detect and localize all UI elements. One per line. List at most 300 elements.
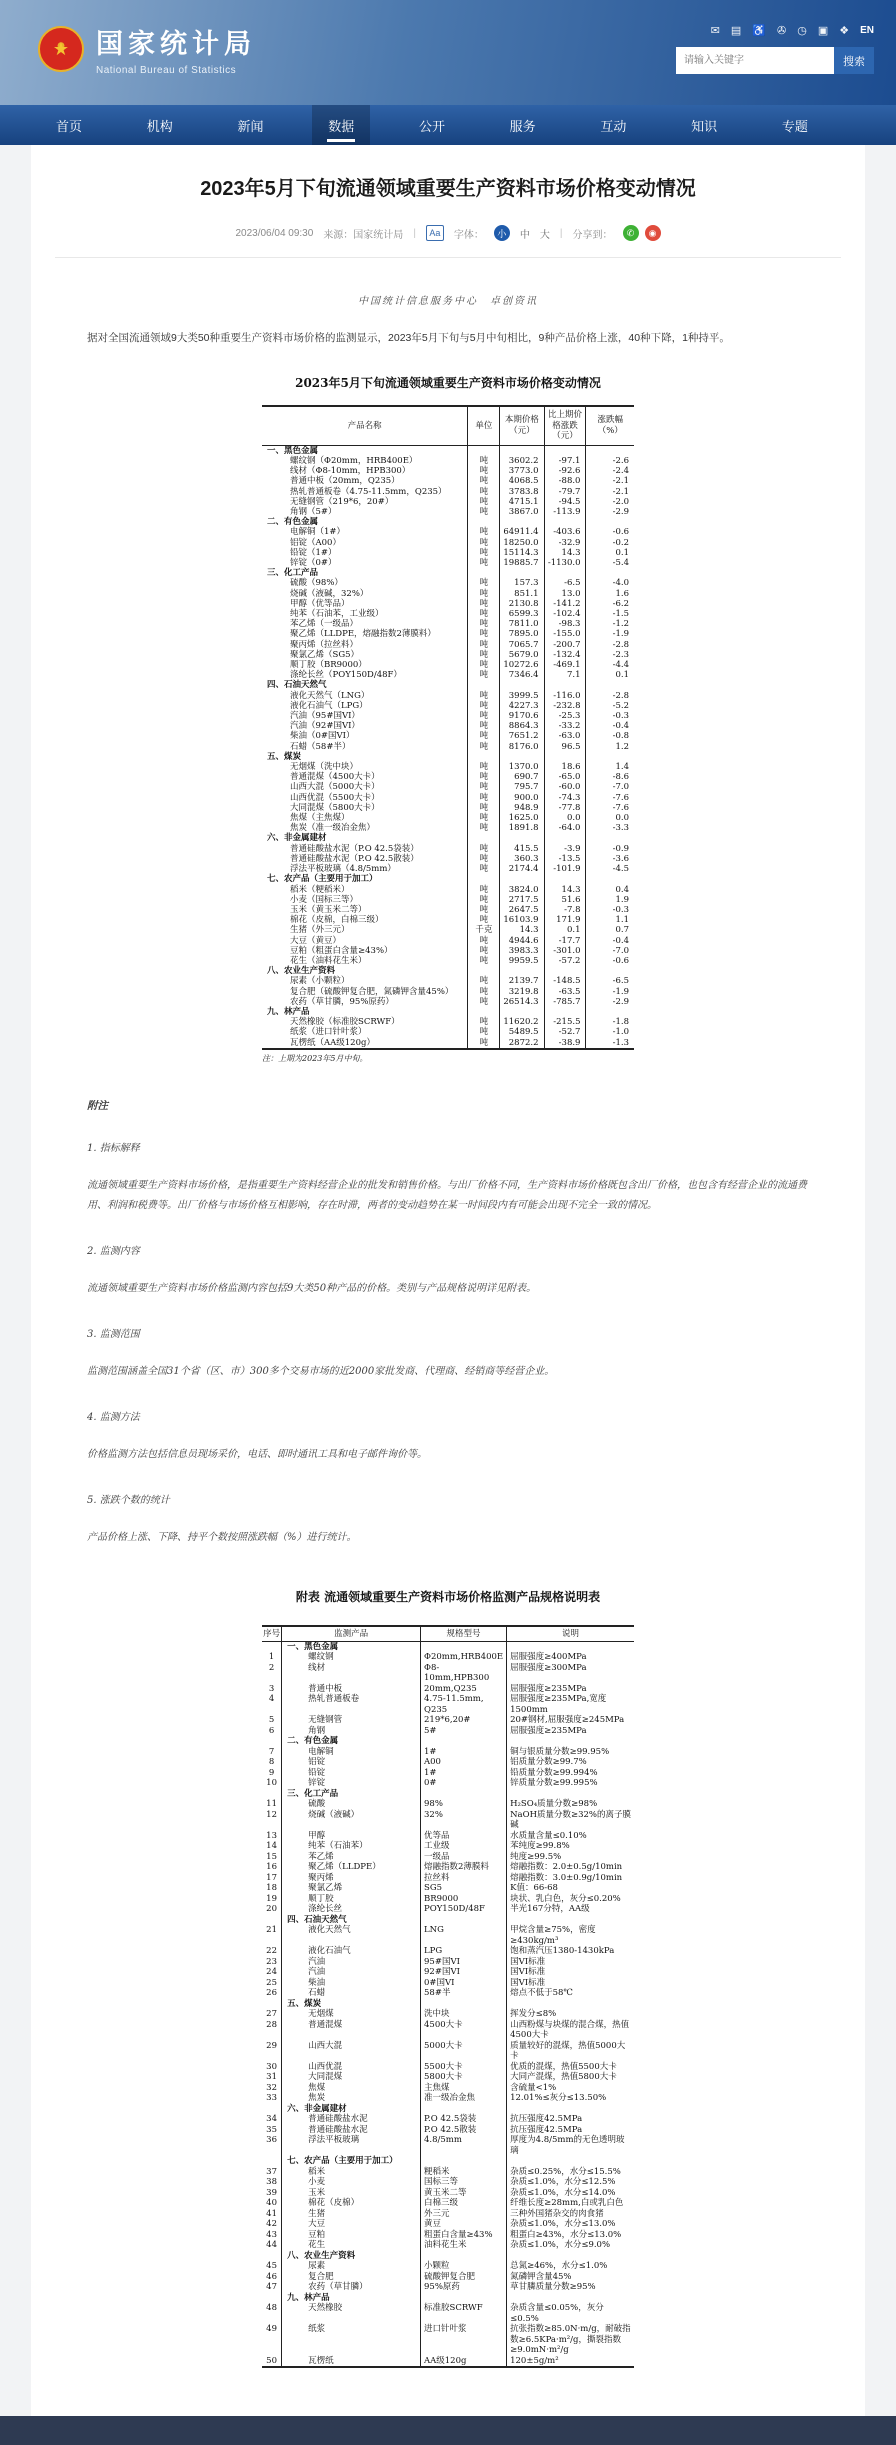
table-row (262, 925, 634, 935)
change-cell: -132.4 (544, 650, 586, 660)
spec-cell: 硫酸钾复合肥 (421, 2272, 507, 2283)
spec-cell: POY150D/48F (421, 1904, 507, 1915)
pct-cell: -6.2 (586, 599, 634, 609)
spec-table-body (262, 1641, 634, 2367)
table-row (262, 568, 634, 578)
font-large-button[interactable]: 大 (539, 229, 550, 241)
spec-table-head (262, 1626, 634, 1642)
change-cell: -52.7 (544, 1027, 586, 1037)
desc-cell: 国VI标准 (507, 1957, 634, 1968)
nav-item-open[interactable]: 公开 (418, 118, 445, 134)
desc-cell: 厚度为4.8/5mm的无色透明玻璃 (507, 2135, 634, 2156)
product-name: 稻米（粳稻米） (290, 884, 350, 895)
pct-cell: -0.9 (586, 844, 634, 854)
unit-cell: 吨 (468, 711, 500, 721)
product-name: 农药（草甘膦） (282, 2282, 421, 2293)
price-cell: 7895.0 (500, 629, 544, 639)
unit-cell: 吨 (468, 507, 500, 517)
table-row (262, 1694, 634, 1715)
price-cell: 11620.2 (500, 1017, 544, 1027)
product-name: 普通硅酸盐水泥 (282, 2114, 421, 2125)
weibo-icon[interactable]: ◉ (645, 225, 661, 241)
spec-cell: 0#国VI (421, 1978, 507, 1989)
price-cell: 2647.5 (500, 905, 544, 915)
search-button[interactable]: 搜索 (834, 47, 874, 74)
spec-cell: 0# (421, 1778, 507, 1789)
spec-cell: 95%原药 (421, 2282, 507, 2293)
table-row (262, 1925, 634, 1946)
search-bar (676, 47, 874, 74)
product-name: 角钢 (282, 1726, 421, 1737)
empty-cell (507, 2293, 634, 2304)
accessibility-icon[interactable]: ♿ (752, 25, 766, 37)
desc-cell: 锌质量分数≥99.995% (507, 1778, 634, 1789)
table-row (262, 823, 634, 833)
row-number: 3 (268, 1683, 275, 1694)
desc-cell: 大同产混煤，热值5800大卡 (507, 2072, 634, 2083)
change-cell: -155.0 (544, 629, 586, 639)
table-row (262, 1810, 634, 1831)
price-cell: 19885.7 (500, 558, 544, 568)
change-cell: -77.8 (544, 803, 586, 813)
pct-cell: -1.0 (586, 1027, 634, 1037)
unit-cell: 吨 (468, 905, 500, 915)
table-row (262, 2062, 634, 2073)
table-row (262, 997, 634, 1007)
row-number: 47 (266, 2282, 277, 2293)
change-cell: -33.2 (544, 721, 586, 731)
row-number: 30 (266, 2061, 277, 2072)
nav-item-org[interactable]: 机构 (146, 118, 173, 134)
header-row (262, 406, 634, 445)
nav-item-home[interactable]: 首页 (56, 118, 83, 134)
category-label: 七、农产品（主要用于加工） (282, 2156, 421, 2167)
table-row (262, 833, 634, 843)
table-row (262, 1726, 634, 1737)
product-name: 生猪（外三元） (290, 925, 350, 936)
header-right (676, 24, 874, 74)
share-icon[interactable]: ❖ (839, 25, 850, 37)
category-label: 八、农业生产资料 (282, 2251, 421, 2262)
price-cell: 7651.2 (500, 731, 544, 741)
table-row (262, 2282, 634, 2293)
table-row (262, 2324, 634, 2356)
table-row (262, 1841, 634, 1852)
row-number: 37 (266, 2166, 277, 2177)
page-title: 2023年5月下旬流通领域重要生产资料市场价格变动情况 (200, 178, 696, 200)
row-number: 13 (266, 1830, 277, 1841)
product-name: 铝锭（A00） (290, 537, 341, 548)
product-name: 纯苯（石油苯） (282, 1841, 421, 1852)
font-reset-button[interactable]: Aa (426, 225, 444, 241)
product-name: 聚氯乙烯 (282, 1883, 421, 1894)
desc-cell: 杂质≤1.0%，水分≤9.0% (507, 2240, 634, 2251)
row-number: 34 (266, 2114, 277, 2125)
desc-cell: 杂质≤1.0%，水分≤14.0% (507, 2188, 634, 2199)
desc-cell: 120±5g/m² (507, 2356, 634, 2368)
product-name: 电解铜（1#） (290, 527, 346, 538)
price-cell: 16103.9 (500, 915, 544, 925)
table-row (262, 599, 634, 609)
font-small-button[interactable]: 小 (494, 225, 510, 241)
unit-cell: 吨 (468, 721, 500, 731)
price-table-head (262, 406, 634, 445)
empty-cell (421, 2251, 507, 2262)
empty-cell (586, 874, 634, 884)
note-heading: 3. 监测范围 (87, 1328, 140, 1340)
intro-paragraph: 据对全国流通领域9大类50种重要生产资料市场价格的监测显示，2023年5月下旬与5月中旬相比，9种产品价格上涨，40种下降，1种持平。 (87, 332, 730, 344)
price-cell: 2872.2 (500, 1038, 544, 1049)
product-name: 大同混煤 (282, 2072, 421, 2083)
print-icon[interactable]: ✇ (776, 25, 787, 37)
spec-cell: 4.8/5mm (421, 2135, 507, 2156)
table-row (262, 1747, 634, 1758)
price-cell: 14.3 (500, 925, 544, 935)
unit-cell: 吨 (468, 497, 500, 507)
row-number: 48 (266, 2303, 277, 2314)
row-number: 31 (266, 2072, 277, 2083)
desc-cell: 抗压强度42.5MPa (507, 2125, 634, 2136)
table-row (262, 507, 634, 517)
change-cell: -17.7 (544, 936, 586, 946)
price-cell: 690.7 (500, 772, 544, 782)
row-number: 40 (266, 2198, 277, 2209)
table-row (262, 548, 634, 558)
empty-cell (507, 2251, 634, 2262)
row-number: 29 (266, 2040, 277, 2051)
notes-list (87, 1139, 809, 1548)
nav-item-news[interactable]: 新闻 (237, 118, 264, 134)
product-name: 山西优混 (282, 2062, 421, 2073)
table-row (262, 813, 634, 823)
pct-cell: -2.3 (586, 650, 634, 660)
article-card (31, 145, 865, 2416)
table-row (262, 1978, 634, 1989)
table-row (262, 1862, 634, 1873)
share-icon-group (623, 225, 661, 241)
pct-cell: 0.7 (586, 925, 634, 935)
desc-cell: 氮磷钾含量45% (507, 2272, 634, 2283)
price-cell: 851.1 (500, 589, 544, 599)
table-row (262, 2156, 634, 2167)
table-row (262, 936, 634, 946)
price-cell: 5679.0 (500, 650, 544, 660)
pct-cell: -1.5 (586, 609, 634, 619)
pct-cell: -8.6 (586, 772, 634, 782)
spec-cell: 4.75-11.5mm, Q235 (421, 1694, 507, 1715)
price-table-title: 2023年5月下旬流通领域重要生产资料市场价格变动情况 (295, 375, 601, 390)
product-name: 汽油（92#国VI） (290, 721, 360, 732)
table-row (262, 1757, 634, 1768)
table-row (262, 1904, 634, 1915)
table-row (262, 2230, 634, 2241)
pct-cell: -5.4 (586, 558, 634, 568)
note-heading: 1. 指标解释 (87, 1142, 140, 1154)
category-label: 七、农产品（主要用于加工） (267, 874, 378, 885)
category-label: 一、黑色金属 (267, 445, 319, 456)
table-row (262, 1957, 634, 1968)
empty-cell (586, 966, 634, 976)
change-cell: -469.1 (544, 660, 586, 670)
price-cell: 10272.6 (500, 660, 544, 670)
change-cell: -232.8 (544, 701, 586, 711)
spec-cell: 外三元 (421, 2209, 507, 2220)
table-row (262, 2240, 634, 2251)
spec-cell: LNG (421, 1925, 507, 1946)
nav-item-service[interactable]: 服务 (509, 118, 536, 134)
nav-item-topics[interactable]: 专题 (781, 118, 808, 134)
empty-cell (507, 1789, 634, 1800)
table-row (262, 1778, 634, 1789)
product-name: 甲醇 (282, 1831, 421, 1842)
row-number: 22 (266, 1946, 277, 1957)
empty-cell (500, 1007, 544, 1017)
app-icon[interactable]: ▣ (817, 25, 829, 37)
column-header: 规格型号 (421, 1626, 507, 1642)
pct-cell: -4.0 (586, 578, 634, 588)
pct-cell: -1.9 (586, 987, 634, 997)
price-cell: 26514.3 (500, 997, 544, 1007)
pct-cell: -1.9 (586, 629, 634, 639)
table-row (262, 2272, 634, 2283)
pct-cell: -1.2 (586, 619, 634, 629)
table-row (262, 1652, 634, 1663)
row-number: 33 (266, 2093, 277, 2104)
change-cell: -13.5 (544, 854, 586, 864)
product-name: 尿素 (282, 2261, 421, 2272)
site-name-en: National Bureau of Statistics (96, 65, 237, 76)
desc-cell: NaOH质量分数≥32%的离子膜碱 (507, 1810, 634, 1831)
empty-cell (544, 752, 586, 762)
site-header (0, 0, 896, 105)
pct-cell: -2.1 (586, 476, 634, 486)
meta-separator: | (413, 227, 416, 239)
spec-cell: 工业级 (421, 1841, 507, 1852)
price-cell: 2130.8 (500, 599, 544, 609)
clock-icon[interactable]: ◷ (797, 25, 807, 37)
notes-section (87, 1098, 809, 1548)
email-icon[interactable]: ✉ (710, 25, 720, 37)
price-cell: 9170.6 (500, 711, 544, 721)
desc-cell: 抗压强度42.5MPa (507, 2114, 634, 2125)
spec-cell: 优等品 (421, 1831, 507, 1842)
change-cell: 51.6 (544, 895, 586, 905)
table-row (262, 2135, 634, 2156)
pct-cell: -7.6 (586, 803, 634, 813)
row-number: 18 (266, 1883, 277, 1894)
pct-cell: -0.3 (586, 711, 634, 721)
product-name: 小麦 (282, 2177, 421, 2188)
empty-cell (586, 833, 634, 843)
row-number: 50 (266, 2355, 277, 2366)
empty-cell (421, 2156, 507, 2167)
empty-cell (500, 752, 544, 762)
table-row (262, 976, 634, 986)
table-row (262, 476, 634, 486)
column-header: 涨跌幅（%） (586, 406, 634, 445)
category-label: 九、林产品 (282, 2293, 421, 2304)
empty-cell (544, 966, 586, 976)
note-body: 流通领域重要生产资料市场价格监测内容包括9大类50种产品的价格。类别与产品规格说明详见附表。 (87, 1282, 537, 1294)
price-cell: 948.9 (500, 803, 544, 813)
row-number: 45 (266, 2261, 277, 2272)
table-row (262, 1894, 634, 1905)
table-row (262, 578, 634, 588)
font-medium-button[interactable]: 中 (519, 229, 530, 241)
table-row (262, 660, 634, 670)
unit-cell: 吨 (468, 589, 500, 599)
desc-cell: 含硫量<1% (507, 2083, 634, 2094)
product-name: 复合肥 (282, 2272, 421, 2283)
unit-cell: 吨 (468, 772, 500, 782)
table-row (262, 1799, 634, 1810)
desc-cell: 屈服强度≥300MPa (507, 1663, 634, 1684)
row-number: 17 (266, 1872, 277, 1883)
product-name: 普通中板（20mm，Q235） (290, 476, 400, 487)
row-number: 28 (266, 2019, 277, 2030)
note-body: 产品价格上涨、下降、持平个数按照涨跌幅（%）进行统计。 (87, 1531, 357, 1543)
product-name: 瓦楞纸 (282, 2356, 421, 2368)
desc-cell: 屈服强度≥235MPa,宽度1500mm (507, 1694, 634, 1715)
table-row (262, 915, 634, 925)
table-row (262, 2177, 634, 2188)
price-cell: 3602.2 (500, 456, 544, 466)
empty-cell (500, 833, 544, 843)
desc-cell: 草甘膦质量分数≥95% (507, 2282, 634, 2293)
desc-cell: 杂质≤0.25%，水分≤15.5% (507, 2167, 634, 2178)
spec-cell: 98% (421, 1799, 507, 1810)
empty-cell (586, 1007, 634, 1017)
search-input[interactable] (676, 47, 834, 74)
product-name: 液化天然气（LNG） (290, 690, 370, 701)
desc-cell: 熔融指数：3.0±0.9g/10min (507, 1873, 634, 1884)
product-name: 焦炭（准一级冶金焦） (290, 823, 376, 834)
site-name: 国家统计局 (96, 29, 256, 59)
pct-cell: -3.6 (586, 854, 634, 864)
nav-item-interact[interactable]: 互动 (600, 118, 627, 134)
table-row (262, 1831, 634, 1842)
spec-cell: 1# (421, 1747, 507, 1758)
price-cell: 9959.5 (500, 956, 544, 966)
product-name: 苯乙烯（一级品） (290, 619, 359, 630)
table-row (262, 2104, 634, 2115)
product-name: 线材 (282, 1663, 421, 1684)
product-name: 甲醇（优等品） (290, 598, 350, 609)
unit-cell: 吨 (468, 946, 500, 956)
product-name: 铝锭 (282, 1757, 421, 1768)
product-name: 玉米 (282, 2188, 421, 2199)
product-name: 豆粕（粗蛋白含量≥43%） (290, 945, 393, 956)
unit-cell: 吨 (468, 629, 500, 639)
row-number: 19 (266, 1893, 277, 1904)
pct-cell: -2.6 (586, 456, 634, 466)
pct-cell: -1.3 (586, 1038, 634, 1049)
logo[interactable] (38, 22, 256, 76)
pct-cell: 1.9 (586, 895, 634, 905)
spec-cell: 95#国VI (421, 1957, 507, 1968)
table-row (262, 640, 634, 650)
desc-cell: K值：66-68 (507, 1883, 634, 1894)
desc-cell: 铅质量分数≥99.994% (507, 1768, 634, 1779)
product-name: 铅锭 (282, 1768, 421, 1779)
byline: 中国统计信息服务中心 卓创资讯 (358, 296, 538, 307)
unit-cell: 吨 (468, 487, 500, 497)
national-emblem-icon: ★ (38, 26, 84, 72)
price-cell: 3773.0 (500, 466, 544, 476)
meta-separator: | (559, 227, 563, 239)
table-row (262, 2020, 634, 2041)
wechat-icon[interactable]: ✆ (623, 225, 639, 241)
pct-cell: 1.2 (586, 742, 634, 752)
table-row (262, 1852, 634, 1863)
product-name: 聚丙烯 (282, 1873, 421, 1884)
unit-cell: 吨 (468, 1017, 500, 1027)
price-cell: 157.3 (500, 578, 544, 588)
table-row (262, 619, 634, 629)
language-en-link[interactable]: EN (860, 25, 874, 36)
pct-cell: -0.3 (586, 905, 634, 915)
desc-cell: 铜与银质量分数≥99.95% (507, 1747, 634, 1758)
desc-cell: 屈服强度≥400MPa (507, 1652, 634, 1663)
table-row (262, 589, 634, 599)
pct-cell: 0.4 (586, 885, 634, 895)
change-cell: -63.5 (544, 987, 586, 997)
unit-cell: 吨 (468, 1038, 500, 1049)
nav-item-data[interactable]: 数据 (312, 105, 370, 145)
unit-cell: 吨 (468, 538, 500, 548)
desc-cell: 熔点不低于58℃ (507, 1988, 634, 1999)
product-name: 聚乙烯（LLDPE，熔融指数2薄膜料） (290, 629, 436, 640)
spec-cell: 58#半 (421, 1988, 507, 1999)
product-name: 电解铜 (282, 1747, 421, 1758)
table-row (262, 1999, 634, 2010)
product-name: 生猪 (282, 2209, 421, 2220)
change-cell: -1130.0 (544, 558, 586, 568)
row-number: 6 (268, 1725, 275, 1736)
pct-cell: -2.9 (586, 997, 634, 1007)
unit-cell: 吨 (468, 691, 500, 701)
table-row (262, 874, 634, 884)
spec-table (262, 1625, 634, 2369)
product-name: 玉米（黄玉米二等） (290, 904, 367, 915)
product-name: 大同混煤（5800大卡） (290, 802, 380, 813)
empty-cell (507, 2156, 634, 2167)
pct-cell: -4.4 (586, 660, 634, 670)
table-row (262, 752, 634, 762)
price-cell: 4715.1 (500, 497, 544, 507)
unit-cell: 吨 (468, 558, 500, 568)
empty-cell (421, 1736, 507, 1747)
desc-cell: 杂质≤1.0%，水分≤13.0% (507, 2219, 634, 2230)
row-number: 46 (266, 2271, 277, 2282)
empty-cell (262, 2251, 282, 2262)
empty-cell (544, 874, 586, 884)
news-icon[interactable]: ▤ (730, 25, 742, 37)
row-number: 20 (266, 1904, 277, 1915)
product-name: 焦炭 (282, 2093, 421, 2104)
product-name: 石蜡 (282, 1988, 421, 1999)
price-cell: 6599.3 (500, 609, 544, 619)
spec-cell: 1# (421, 1768, 507, 1779)
product-name: 焦煤 (282, 2083, 421, 2094)
nav-item-knowledge[interactable]: 知识 (691, 118, 718, 134)
change-cell: -97.1 (544, 456, 586, 466)
row-number: 21 (266, 1925, 277, 1936)
table-row (262, 1883, 634, 1894)
spec-cell: 黄豆 (421, 2219, 507, 2230)
product-name: 豆粕 (282, 2230, 421, 2241)
empty-cell (421, 2293, 507, 2304)
